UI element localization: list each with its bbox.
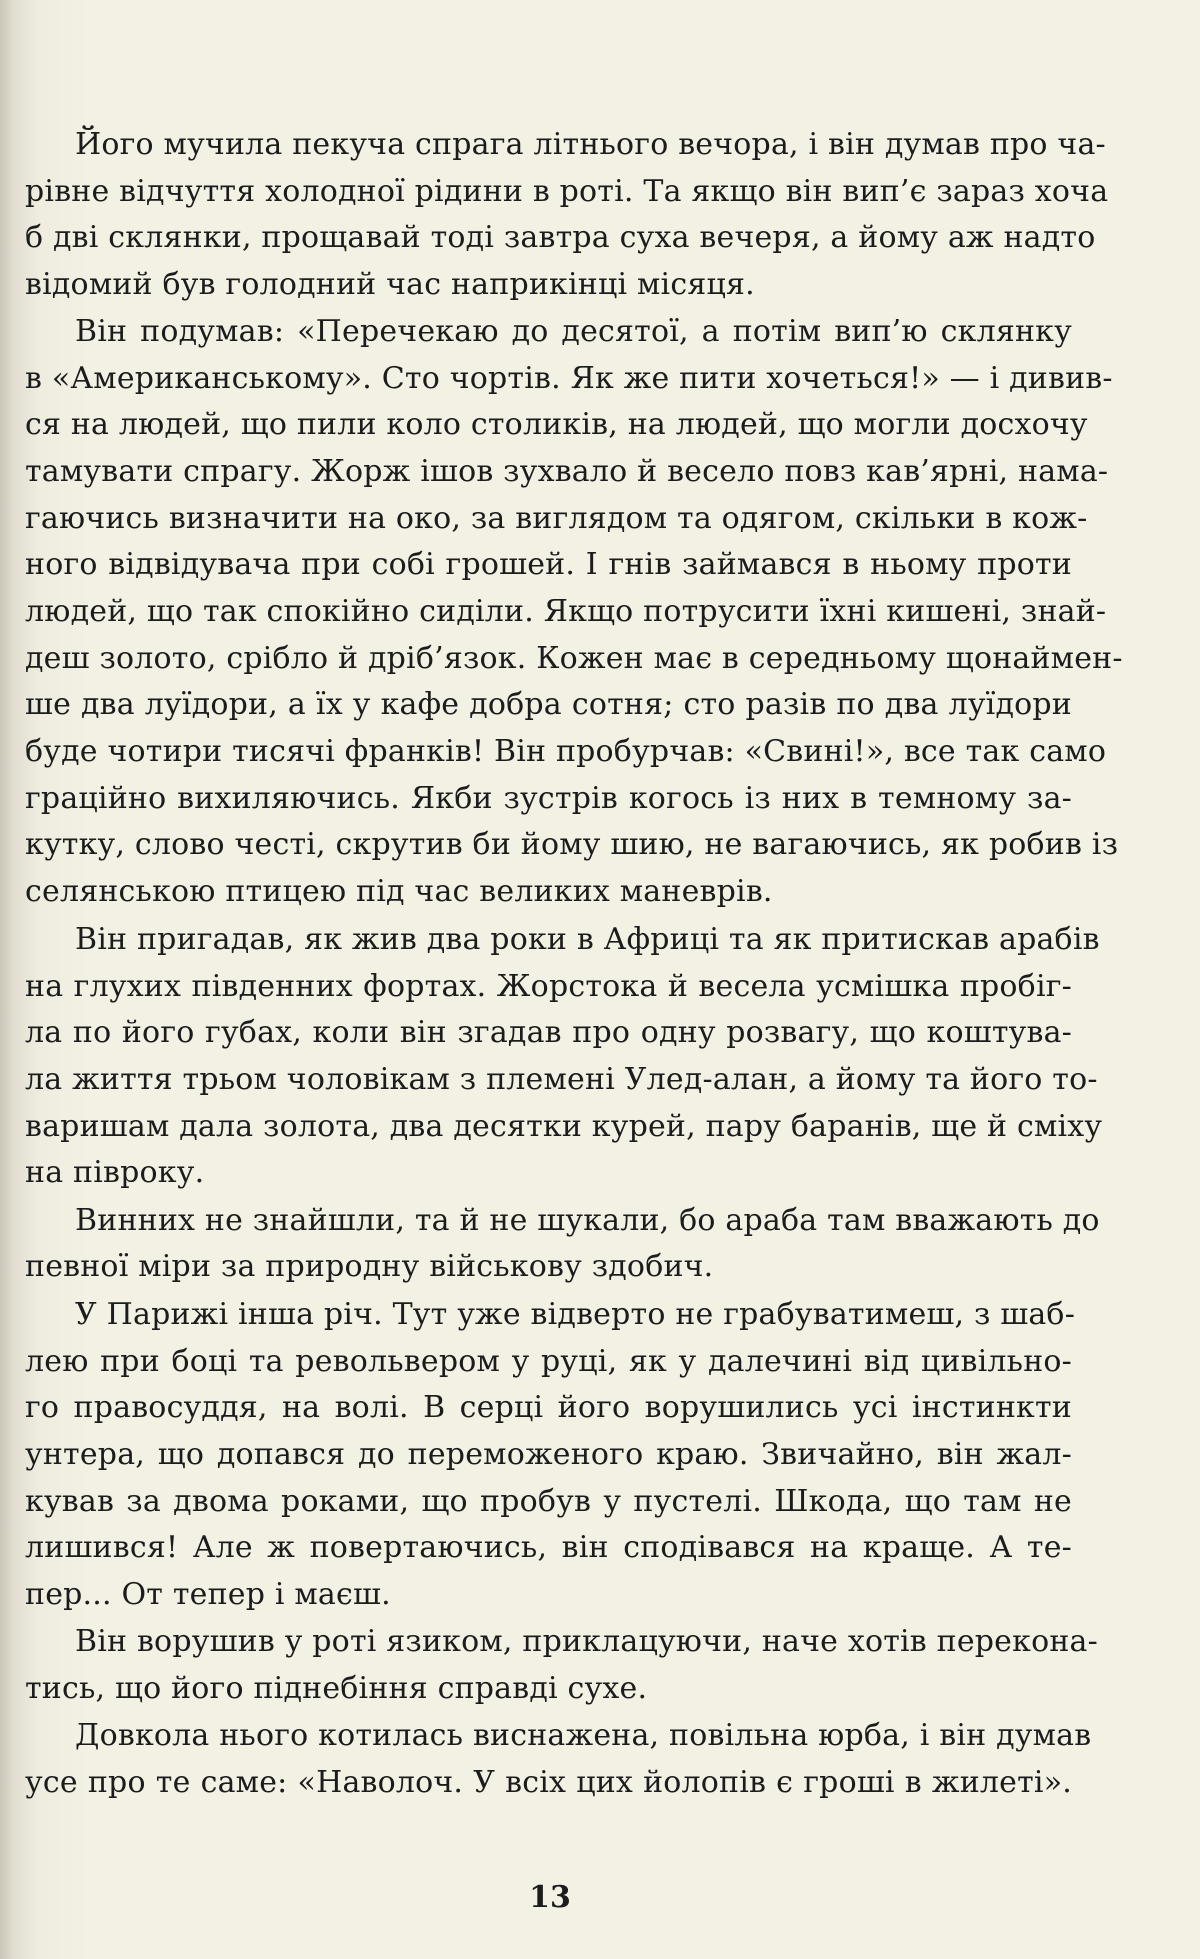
text-line: го правосуддя, на волі. В серці його ворушились усі інстинкти xyxy=(25,1390,1072,1425)
page-number: 13 xyxy=(529,1880,571,1915)
text-line: кував за двома роками, що пробув у пустелі. Шкода, що там не xyxy=(25,1484,1072,1519)
text-line: селянською птицею під час великих маневрів. xyxy=(25,874,773,909)
text-line: ше два луїдори, а їх у кафе добра сотня; сто разів по два луїдори xyxy=(25,687,1072,722)
text-line: деш золото, срібло й дріб’язок. Кожен має в середньому щонаймен- xyxy=(25,641,1123,676)
text-line: Його мучила пекуча спрага літнього вечора, і він думав про ча- xyxy=(75,127,1106,162)
text-line: лею при боці та револьвером у руці, як у далечині від цивільно- xyxy=(25,1344,1072,1379)
text-line: тись, що його піднебіння справді сухе. xyxy=(25,1671,648,1706)
text-line: ла по його губах, коли він згадав про одну розвагу, що коштува- xyxy=(25,1015,1072,1050)
text-line: унтера, що допався до переможеного краю. Звичайно, він жал- xyxy=(25,1437,1072,1472)
text-line: ла життя трьом чоловікам з племені Улед-алан, а йому та його то- xyxy=(25,1062,1098,1097)
text-line: буде чотири тисячі франків! Він пробурчав: «Свині!», все так само xyxy=(25,734,1107,769)
text-line: Він пригадав, як жив два роки в Африці та як притискав арабів xyxy=(75,922,1100,957)
text-line: на півроку. xyxy=(25,1155,205,1190)
text-line: в «Американському». Сто чортів. Як же пити хочеться!» — і дивив- xyxy=(25,361,1113,396)
text-line: тамувати спрагу. Жорж ішов зухвало й весело повз кав’ярні, нама- xyxy=(25,454,1109,489)
text-line: гаючись визначити на око, за виглядом та одягом, скільки в кож- xyxy=(25,501,1088,536)
text-line: граційно вихиляючись. Якби зустрів когось із них в темному за- xyxy=(25,781,1072,816)
text-line: на глухих південних фортах. Жорстока й весела усмішка пробіг- xyxy=(25,969,1072,1004)
text-line: Винних не знайшли, та й не шукали, бо араба там вважають до xyxy=(75,1203,1100,1238)
text-line: Довкола нього котилась виснажена, повільна юрба, і він думав xyxy=(75,1718,1092,1753)
text-line: У Парижі інша річ. Тут уже відверто не грабуватимеш, з шаб- xyxy=(75,1297,1076,1332)
text-line: пер... От тепер і маєш. xyxy=(25,1577,391,1612)
text-line: лишився! Але ж повертаючись, він сподівався на краще. А те- xyxy=(25,1530,1072,1565)
text-line: усе про те саме: «Наволоч. У всіх цих йолопів є гроші в жилеті». xyxy=(25,1765,1072,1800)
text-line: ного відвідувача при собі грошей. І гнів займався в ньому проти xyxy=(25,547,1072,582)
text-line: людей, що так спокійно сиділи. Якщо потрусити їхні кишені, знай- xyxy=(25,594,1107,629)
text-line: б дві склянки, прощавай тоді завтра суха вечеря, а йому аж надто xyxy=(25,220,1096,255)
text-line: Він ворушив у роті язиком, приклацуючи, наче хотів перекона- xyxy=(75,1624,1098,1659)
text-line: варишам дала золота, два десятки курей, пару баранів, ще й сміху xyxy=(25,1109,1103,1144)
text-line: відомий був голодний час наприкінці місяця. xyxy=(25,267,755,302)
text-line: кутку, слово честі, скрутив би йому шию, не вагаючись, як робив із xyxy=(25,827,1119,862)
text-line: рівне відчуття холодної рідини в роті. Та якщо він вип’є зараз хоча xyxy=(25,174,1109,209)
text-line: певної міри за природну військову здобич. xyxy=(25,1249,714,1284)
text-line: ся на людей, що пили коло столиків, на людей, що могли досхочу xyxy=(25,407,1088,442)
text-line: Він подумав: «Перечекаю до десятої, а потім вип’ю склянку xyxy=(75,314,1072,349)
